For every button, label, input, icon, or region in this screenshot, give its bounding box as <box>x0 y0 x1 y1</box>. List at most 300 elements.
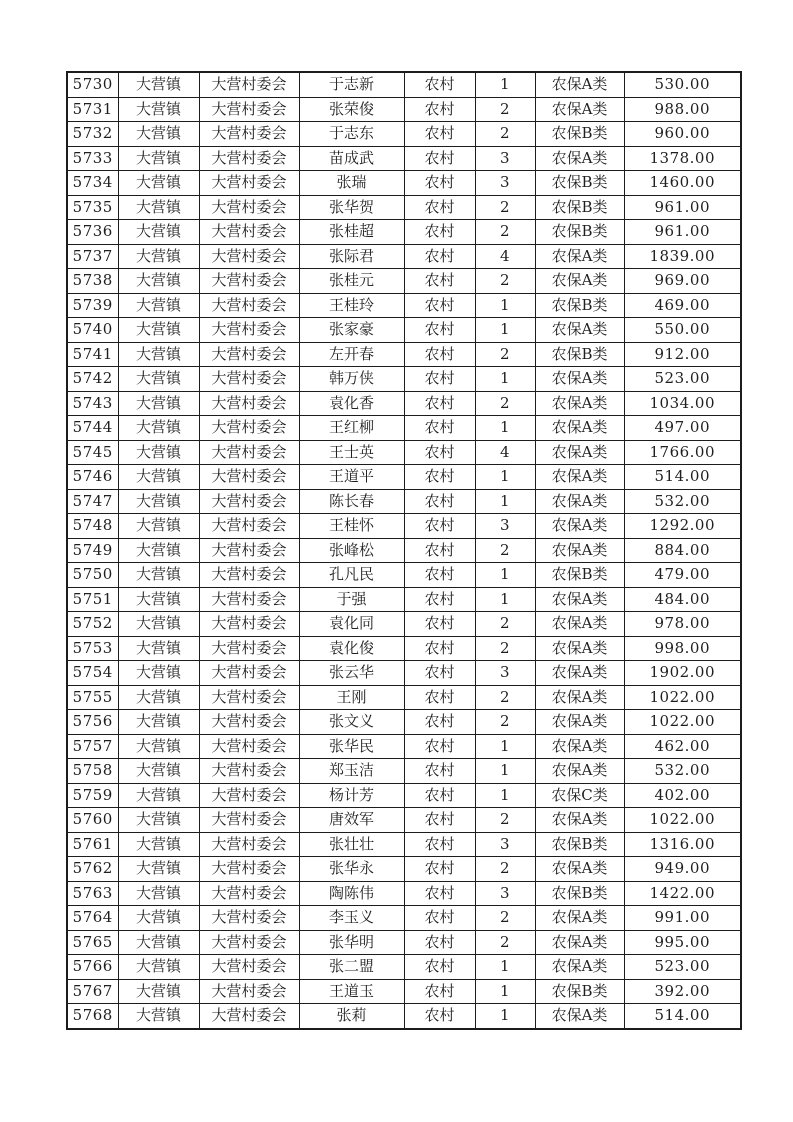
cell-serial-number: 5739 <box>67 293 118 318</box>
cell-residence-type: 农村 <box>404 1004 475 1029</box>
cell-person-count: 3 <box>475 661 535 686</box>
cell-insurance-category: 农保A类 <box>535 955 624 980</box>
cell-serial-number: 5730 <box>67 72 118 97</box>
cell-village-committee: 大营村委会 <box>199 881 299 906</box>
table-row <box>67 930 741 955</box>
table-row <box>67 440 741 465</box>
cell-insurance-category: 农保B类 <box>535 220 624 245</box>
cell-serial-number: 5738 <box>67 269 118 294</box>
cell-residence-type: 农村 <box>404 636 475 661</box>
cell-residence-type: 农村 <box>404 489 475 514</box>
table-row <box>67 661 741 686</box>
cell-residence-type: 农村 <box>404 514 475 539</box>
cell-serial-number: 5745 <box>67 440 118 465</box>
cell-residence-type: 农村 <box>404 146 475 171</box>
cell-person-count: 2 <box>475 906 535 931</box>
cell-insurance-category: 农保A类 <box>535 465 624 490</box>
cell-person-name: 陶陈伟 <box>299 881 404 906</box>
cell-amount: 392.00 <box>624 979 741 1004</box>
table-row <box>67 244 741 269</box>
cell-serial-number: 5740 <box>67 318 118 343</box>
cell-insurance-category: 农保A类 <box>535 808 624 833</box>
table-row <box>67 318 741 343</box>
cell-amount: 550.00 <box>624 318 741 343</box>
cell-insurance-category: 农保B类 <box>535 563 624 588</box>
cell-person-name: 张莉 <box>299 1004 404 1029</box>
cell-person-count: 2 <box>475 269 535 294</box>
cell-insurance-category: 农保A类 <box>535 489 624 514</box>
cell-serial-number: 5734 <box>67 171 118 196</box>
cell-residence-type: 农村 <box>404 72 475 97</box>
cell-serial-number: 5768 <box>67 1004 118 1029</box>
cell-village-committee: 大营村委会 <box>199 710 299 735</box>
cell-insurance-category: 农保A类 <box>535 72 624 97</box>
cell-person-name: 张峰松 <box>299 538 404 563</box>
cell-person-name: 张华民 <box>299 734 404 759</box>
table-row <box>67 514 741 539</box>
cell-town: 大营镇 <box>118 97 199 122</box>
cell-serial-number: 5752 <box>67 612 118 637</box>
cell-amount: 884.00 <box>624 538 741 563</box>
table-row <box>67 783 741 808</box>
cell-village-committee: 大营村委会 <box>199 857 299 882</box>
cell-insurance-category: 农保A类 <box>535 269 624 294</box>
cell-serial-number: 5765 <box>67 930 118 955</box>
cell-insurance-category: 农保A类 <box>535 906 624 931</box>
cell-serial-number: 5750 <box>67 563 118 588</box>
cell-village-committee: 大营村委会 <box>199 391 299 416</box>
cell-person-count: 1 <box>475 563 535 588</box>
cell-person-count: 2 <box>475 391 535 416</box>
cell-amount: 1022.00 <box>624 808 741 833</box>
cell-person-count: 2 <box>475 97 535 122</box>
cell-insurance-category: 农保B类 <box>535 293 624 318</box>
cell-residence-type: 农村 <box>404 930 475 955</box>
cell-village-committee: 大营村委会 <box>199 661 299 686</box>
cell-insurance-category: 农保B类 <box>535 195 624 220</box>
cell-person-name: 张二盟 <box>299 955 404 980</box>
cell-village-committee: 大营村委会 <box>199 97 299 122</box>
table-body <box>67 72 741 1029</box>
cell-residence-type: 农村 <box>404 220 475 245</box>
cell-insurance-category: 农保A类 <box>535 930 624 955</box>
table-row <box>67 881 741 906</box>
cell-serial-number: 5744 <box>67 416 118 441</box>
cell-village-committee: 大营村委会 <box>199 734 299 759</box>
cell-residence-type: 农村 <box>404 759 475 784</box>
cell-village-committee: 大营村委会 <box>199 465 299 490</box>
cell-person-name: 于志新 <box>299 72 404 97</box>
cell-serial-number: 5743 <box>67 391 118 416</box>
cell-person-count: 2 <box>475 710 535 735</box>
cell-person-name: 李玉义 <box>299 906 404 931</box>
cell-person-name: 王桂怀 <box>299 514 404 539</box>
cell-amount: 1902.00 <box>624 661 741 686</box>
cell-person-count: 2 <box>475 195 535 220</box>
cell-village-committee: 大营村委会 <box>199 759 299 784</box>
table-row <box>67 122 741 147</box>
cell-serial-number: 5736 <box>67 220 118 245</box>
table-row <box>67 146 741 171</box>
cell-person-name: 袁化俊 <box>299 636 404 661</box>
cell-insurance-category: 农保B类 <box>535 122 624 147</box>
cell-serial-number: 5737 <box>67 244 118 269</box>
cell-insurance-category: 农保A类 <box>535 612 624 637</box>
cell-residence-type: 农村 <box>404 832 475 857</box>
table-row <box>67 465 741 490</box>
cell-amount: 523.00 <box>624 367 741 392</box>
table-row <box>67 416 741 441</box>
cell-insurance-category: 农保A类 <box>535 734 624 759</box>
cell-person-count: 2 <box>475 808 535 833</box>
cell-person-count: 4 <box>475 440 535 465</box>
cell-town: 大营镇 <box>118 465 199 490</box>
cell-residence-type: 农村 <box>404 465 475 490</box>
cell-residence-type: 农村 <box>404 342 475 367</box>
cell-town: 大营镇 <box>118 930 199 955</box>
cell-person-name: 王红柳 <box>299 416 404 441</box>
cell-town: 大营镇 <box>118 391 199 416</box>
cell-person-name: 苗成武 <box>299 146 404 171</box>
cell-insurance-category: 农保A类 <box>535 244 624 269</box>
cell-person-name: 王桂玲 <box>299 293 404 318</box>
cell-town: 大营镇 <box>118 171 199 196</box>
cell-residence-type: 农村 <box>404 195 475 220</box>
cell-amount: 1292.00 <box>624 514 741 539</box>
cell-serial-number: 5747 <box>67 489 118 514</box>
cell-insurance-category: 农保A类 <box>535 367 624 392</box>
cell-person-name: 张家豪 <box>299 318 404 343</box>
cell-village-committee: 大营村委会 <box>199 489 299 514</box>
cell-village-committee: 大营村委会 <box>199 72 299 97</box>
cell-person-name: 袁化香 <box>299 391 404 416</box>
cell-town: 大营镇 <box>118 195 199 220</box>
cell-person-count: 2 <box>475 122 535 147</box>
cell-residence-type: 农村 <box>404 269 475 294</box>
cell-insurance-category: 农保B类 <box>535 171 624 196</box>
cell-person-count: 2 <box>475 636 535 661</box>
cell-person-count: 1 <box>475 759 535 784</box>
cell-serial-number: 5749 <box>67 538 118 563</box>
table-row <box>67 489 741 514</box>
cell-serial-number: 5756 <box>67 710 118 735</box>
cell-town: 大营镇 <box>118 440 199 465</box>
cell-person-name: 韩万侠 <box>299 367 404 392</box>
table-row <box>67 220 741 245</box>
cell-residence-type: 农村 <box>404 391 475 416</box>
cell-person-name: 郑玉洁 <box>299 759 404 784</box>
cell-residence-type: 农村 <box>404 734 475 759</box>
table-row <box>67 293 741 318</box>
cell-person-count: 2 <box>475 857 535 882</box>
cell-village-committee: 大营村委会 <box>199 416 299 441</box>
table-row <box>67 538 741 563</box>
cell-town: 大营镇 <box>118 342 199 367</box>
table-row <box>67 195 741 220</box>
cell-insurance-category: 农保A类 <box>535 146 624 171</box>
cell-town: 大营镇 <box>118 783 199 808</box>
table-row <box>67 1004 741 1029</box>
cell-person-count: 2 <box>475 930 535 955</box>
cell-residence-type: 农村 <box>404 881 475 906</box>
cell-person-count: 3 <box>475 171 535 196</box>
table-row <box>67 685 741 710</box>
cell-amount: 960.00 <box>624 122 741 147</box>
cell-person-count: 1 <box>475 783 535 808</box>
cell-village-committee: 大营村委会 <box>199 318 299 343</box>
cell-village-committee: 大营村委会 <box>199 146 299 171</box>
cell-town: 大营镇 <box>118 538 199 563</box>
cell-person-count: 1 <box>475 318 535 343</box>
cell-town: 大营镇 <box>118 612 199 637</box>
cell-residence-type: 农村 <box>404 979 475 1004</box>
cell-person-name: 张华永 <box>299 857 404 882</box>
cell-town: 大营镇 <box>118 710 199 735</box>
table-row <box>67 269 741 294</box>
cell-person-count: 2 <box>475 538 535 563</box>
cell-person-count: 2 <box>475 220 535 245</box>
table-row <box>67 734 741 759</box>
cell-amount: 949.00 <box>624 857 741 882</box>
cell-amount: 961.00 <box>624 220 741 245</box>
cell-residence-type: 农村 <box>404 808 475 833</box>
cell-village-committee: 大营村委会 <box>199 220 299 245</box>
cell-person-count: 2 <box>475 685 535 710</box>
cell-person-name: 张瑞 <box>299 171 404 196</box>
cell-amount: 462.00 <box>624 734 741 759</box>
cell-amount: 532.00 <box>624 489 741 514</box>
cell-amount: 1422.00 <box>624 881 741 906</box>
table-row <box>67 171 741 196</box>
cell-person-name: 杨计芳 <box>299 783 404 808</box>
cell-person-count: 1 <box>475 367 535 392</box>
cell-village-committee: 大营村委会 <box>199 832 299 857</box>
cell-serial-number: 5767 <box>67 979 118 1004</box>
cell-town: 大营镇 <box>118 122 199 147</box>
cell-amount: 995.00 <box>624 930 741 955</box>
cell-person-count: 4 <box>475 244 535 269</box>
cell-insurance-category: 农保A类 <box>535 97 624 122</box>
cell-person-count: 2 <box>475 612 535 637</box>
cell-serial-number: 5759 <box>67 783 118 808</box>
cell-person-name: 王士英 <box>299 440 404 465</box>
cell-village-committee: 大营村委会 <box>199 783 299 808</box>
cell-insurance-category: 农保B类 <box>535 342 624 367</box>
cell-serial-number: 5732 <box>67 122 118 147</box>
cell-person-name: 张壮壮 <box>299 832 404 857</box>
cell-town: 大营镇 <box>118 1004 199 1029</box>
cell-village-committee: 大营村委会 <box>199 685 299 710</box>
cell-amount: 532.00 <box>624 759 741 784</box>
table-row <box>67 391 741 416</box>
cell-insurance-category: 农保C类 <box>535 783 624 808</box>
cell-residence-type: 农村 <box>404 293 475 318</box>
cell-serial-number: 5758 <box>67 759 118 784</box>
cell-town: 大营镇 <box>118 367 199 392</box>
table-row <box>67 759 741 784</box>
cell-amount: 497.00 <box>624 416 741 441</box>
cell-town: 大营镇 <box>118 587 199 612</box>
cell-person-name: 于强 <box>299 587 404 612</box>
table-row <box>67 342 741 367</box>
cell-amount: 1839.00 <box>624 244 741 269</box>
cell-amount: 514.00 <box>624 465 741 490</box>
cell-village-committee: 大营村委会 <box>199 563 299 588</box>
cell-insurance-category: 农保A类 <box>535 391 624 416</box>
cell-person-count: 1 <box>475 293 535 318</box>
cell-village-committee: 大营村委会 <box>199 367 299 392</box>
cell-person-name: 陈长春 <box>299 489 404 514</box>
cell-person-name: 张际君 <box>299 244 404 269</box>
cell-person-name: 于志东 <box>299 122 404 147</box>
cell-serial-number: 5766 <box>67 955 118 980</box>
cell-residence-type: 农村 <box>404 857 475 882</box>
cell-village-committee: 大营村委会 <box>199 269 299 294</box>
cell-serial-number: 5762 <box>67 857 118 882</box>
cell-town: 大营镇 <box>118 955 199 980</box>
cell-town: 大营镇 <box>118 636 199 661</box>
cell-person-name: 袁化同 <box>299 612 404 637</box>
cell-town: 大营镇 <box>118 489 199 514</box>
cell-person-name: 张华贺 <box>299 195 404 220</box>
cell-person-name: 孔凡民 <box>299 563 404 588</box>
cell-amount: 988.00 <box>624 97 741 122</box>
beneficiary-table <box>66 71 742 1030</box>
cell-person-name: 张华明 <box>299 930 404 955</box>
cell-person-count: 1 <box>475 416 535 441</box>
table-row <box>67 710 741 735</box>
cell-person-name: 张桂元 <box>299 269 404 294</box>
cell-town: 大营镇 <box>118 244 199 269</box>
table-row <box>67 367 741 392</box>
cell-amount: 514.00 <box>624 1004 741 1029</box>
cell-insurance-category: 农保B类 <box>535 832 624 857</box>
cell-person-count: 2 <box>475 342 535 367</box>
cell-insurance-category: 农保A类 <box>535 416 624 441</box>
cell-serial-number: 5742 <box>67 367 118 392</box>
cell-person-count: 1 <box>475 587 535 612</box>
cell-serial-number: 5760 <box>67 808 118 833</box>
cell-serial-number: 5764 <box>67 906 118 931</box>
cell-residence-type: 农村 <box>404 587 475 612</box>
cell-town: 大营镇 <box>118 72 199 97</box>
table-row <box>67 857 741 882</box>
cell-residence-type: 农村 <box>404 171 475 196</box>
cell-person-count: 1 <box>475 72 535 97</box>
cell-amount: 530.00 <box>624 72 741 97</box>
cell-insurance-category: 农保A类 <box>535 1004 624 1029</box>
cell-town: 大营镇 <box>118 269 199 294</box>
cell-town: 大营镇 <box>118 685 199 710</box>
cell-residence-type: 农村 <box>404 440 475 465</box>
table-row <box>67 955 741 980</box>
cell-village-committee: 大营村委会 <box>199 440 299 465</box>
cell-town: 大营镇 <box>118 293 199 318</box>
table-row <box>67 906 741 931</box>
cell-person-name: 唐效军 <box>299 808 404 833</box>
cell-residence-type: 农村 <box>404 783 475 808</box>
cell-person-count: 1 <box>475 1004 535 1029</box>
cell-amount: 1378.00 <box>624 146 741 171</box>
cell-town: 大营镇 <box>118 759 199 784</box>
cell-town: 大营镇 <box>118 906 199 931</box>
cell-serial-number: 5746 <box>67 465 118 490</box>
cell-village-committee: 大营村委会 <box>199 293 299 318</box>
cell-amount: 484.00 <box>624 587 741 612</box>
cell-residence-type: 农村 <box>404 612 475 637</box>
cell-town: 大营镇 <box>118 857 199 882</box>
cell-village-committee: 大营村委会 <box>199 979 299 1004</box>
cell-insurance-category: 农保A类 <box>535 514 624 539</box>
cell-person-name: 张荣俊 <box>299 97 404 122</box>
cell-serial-number: 5763 <box>67 881 118 906</box>
cell-amount: 1034.00 <box>624 391 741 416</box>
cell-insurance-category: 农保B类 <box>535 979 624 1004</box>
cell-town: 大营镇 <box>118 661 199 686</box>
cell-serial-number: 5733 <box>67 146 118 171</box>
cell-town: 大营镇 <box>118 979 199 1004</box>
cell-person-name: 左开春 <box>299 342 404 367</box>
cell-insurance-category: 农保A类 <box>535 759 624 784</box>
table-row <box>67 587 741 612</box>
cell-village-committee: 大营村委会 <box>199 195 299 220</box>
cell-insurance-category: 农保A类 <box>535 661 624 686</box>
cell-town: 大营镇 <box>118 832 199 857</box>
cell-amount: 961.00 <box>624 195 741 220</box>
cell-person-count: 3 <box>475 881 535 906</box>
cell-village-committee: 大营村委会 <box>199 342 299 367</box>
cell-residence-type: 农村 <box>404 122 475 147</box>
cell-amount: 1766.00 <box>624 440 741 465</box>
cell-village-committee: 大营村委会 <box>199 930 299 955</box>
cell-insurance-category: 农保A类 <box>535 857 624 882</box>
table-row <box>67 832 741 857</box>
cell-town: 大营镇 <box>118 220 199 245</box>
cell-village-committee: 大营村委会 <box>199 808 299 833</box>
cell-amount: 1460.00 <box>624 171 741 196</box>
cell-serial-number: 5757 <box>67 734 118 759</box>
cell-insurance-category: 农保A类 <box>535 710 624 735</box>
cell-residence-type: 农村 <box>404 563 475 588</box>
cell-serial-number: 5755 <box>67 685 118 710</box>
cell-residence-type: 农村 <box>404 97 475 122</box>
cell-insurance-category: 农保A类 <box>535 538 624 563</box>
cell-serial-number: 5754 <box>67 661 118 686</box>
cell-village-committee: 大营村委会 <box>199 244 299 269</box>
cell-person-name: 张文义 <box>299 710 404 735</box>
cell-insurance-category: 农保A类 <box>535 587 624 612</box>
cell-village-committee: 大营村委会 <box>199 1004 299 1029</box>
cell-amount: 978.00 <box>624 612 741 637</box>
cell-person-count: 1 <box>475 489 535 514</box>
cell-town: 大营镇 <box>118 416 199 441</box>
cell-person-name: 王刚 <box>299 685 404 710</box>
cell-person-count: 1 <box>475 465 535 490</box>
cell-person-count: 3 <box>475 514 535 539</box>
cell-village-committee: 大营村委会 <box>199 636 299 661</box>
cell-town: 大营镇 <box>118 881 199 906</box>
cell-insurance-category: 农保B类 <box>535 881 624 906</box>
cell-town: 大营镇 <box>118 734 199 759</box>
cell-village-committee: 大营村委会 <box>199 171 299 196</box>
cell-amount: 998.00 <box>624 636 741 661</box>
cell-town: 大营镇 <box>118 808 199 833</box>
cell-amount: 1022.00 <box>624 685 741 710</box>
cell-amount: 479.00 <box>624 563 741 588</box>
cell-residence-type: 农村 <box>404 710 475 735</box>
cell-insurance-category: 农保A类 <box>535 685 624 710</box>
cell-residence-type: 农村 <box>404 244 475 269</box>
